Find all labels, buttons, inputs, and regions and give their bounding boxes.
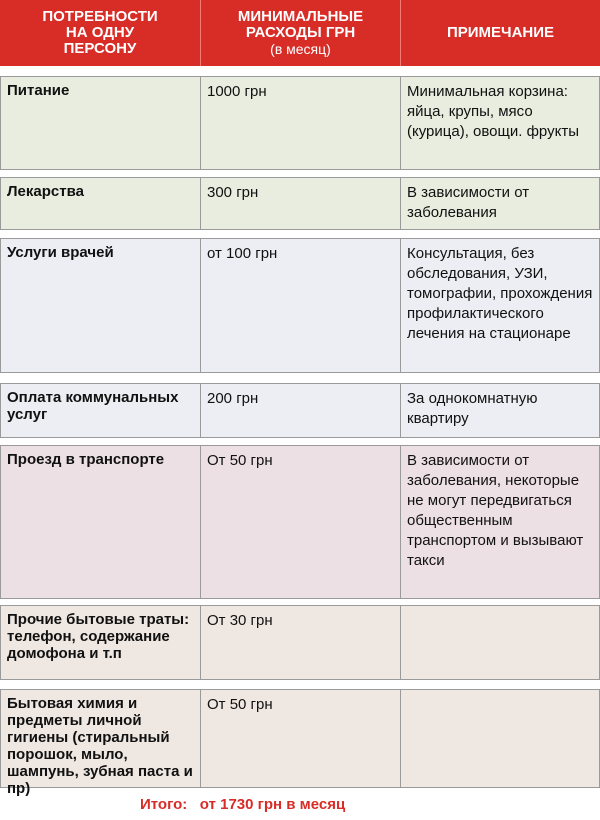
header-note-label: ПРИМЕЧАНИЕ — [446, 24, 555, 41]
cost-cell: от 100 грн — [201, 239, 401, 372]
table-row — [0, 238, 600, 373]
header-needs-line: НА ОДНУ — [65, 24, 135, 41]
header-needs — [0, 0, 201, 66]
note-cell: Минимальная корзина: яйца, крупы, мясо (курица), овощи. фрукты — [407, 83, 579, 140]
need-cell: Проезд в транспорте — [1, 446, 201, 598]
cost-cell: 300 грн — [201, 178, 401, 229]
header-note — [401, 0, 600, 66]
header-costs-sub: (в месяц) — [270, 41, 331, 57]
note-cell: За однокомнатную квартиру — [407, 390, 538, 427]
total-line: Итого: от 1730 грн в месяц — [140, 796, 346, 813]
cost-cell: 1000 грн — [201, 77, 401, 169]
need-cell: Услуги врачей — [1, 239, 201, 372]
table-header — [0, 0, 600, 66]
need-cell: Прочие бытовые траты: телефон, содержание домофона и т.п — [1, 606, 201, 679]
note-cell — [401, 606, 599, 679]
need-cell: Лекарства — [1, 178, 201, 229]
header-needs-line: ПОТРЕБНОСТИ — [42, 8, 158, 25]
note-cell: В зависимости от заболевания, некоторые не могут передвигаться общественным транспортом и вызывают такси — [407, 452, 584, 569]
header-min-costs — [201, 0, 401, 66]
note-cell — [401, 690, 599, 787]
cost-cell: 200 грн — [201, 384, 401, 437]
table-row — [0, 605, 600, 680]
header-needs-line: ПЕРСОНУ — [63, 40, 137, 57]
need-cell: Питание — [1, 77, 201, 169]
table-row — [0, 76, 600, 170]
table-row — [0, 689, 600, 797]
header-costs-line: МИНИМАЛЬНЫЕ — [237, 8, 364, 25]
need-cell: Бытовая химия и предметы личной гигиены (стиральный порошок, мыло, шампунь, зубная паста и пр) — [1, 690, 201, 787]
cost-cell: От 50 грн — [201, 446, 401, 598]
need-cell: Оплата коммунальных услуг — [1, 384, 201, 437]
cost-cell: От 30 грн — [201, 606, 401, 679]
table-row — [0, 445, 600, 599]
table-row — [0, 383, 600, 438]
note-cell: Консультация, без обследования, УЗИ, томографии, прохождения профилактического лечения на стационаре — [407, 245, 593, 342]
table-row — [0, 177, 600, 230]
note-cell: В зависимости от заболевания — [407, 184, 530, 221]
header-costs-line: РАСХОДЫ ГРН — [245, 24, 356, 41]
cost-cell: От 50 грн — [201, 690, 401, 787]
